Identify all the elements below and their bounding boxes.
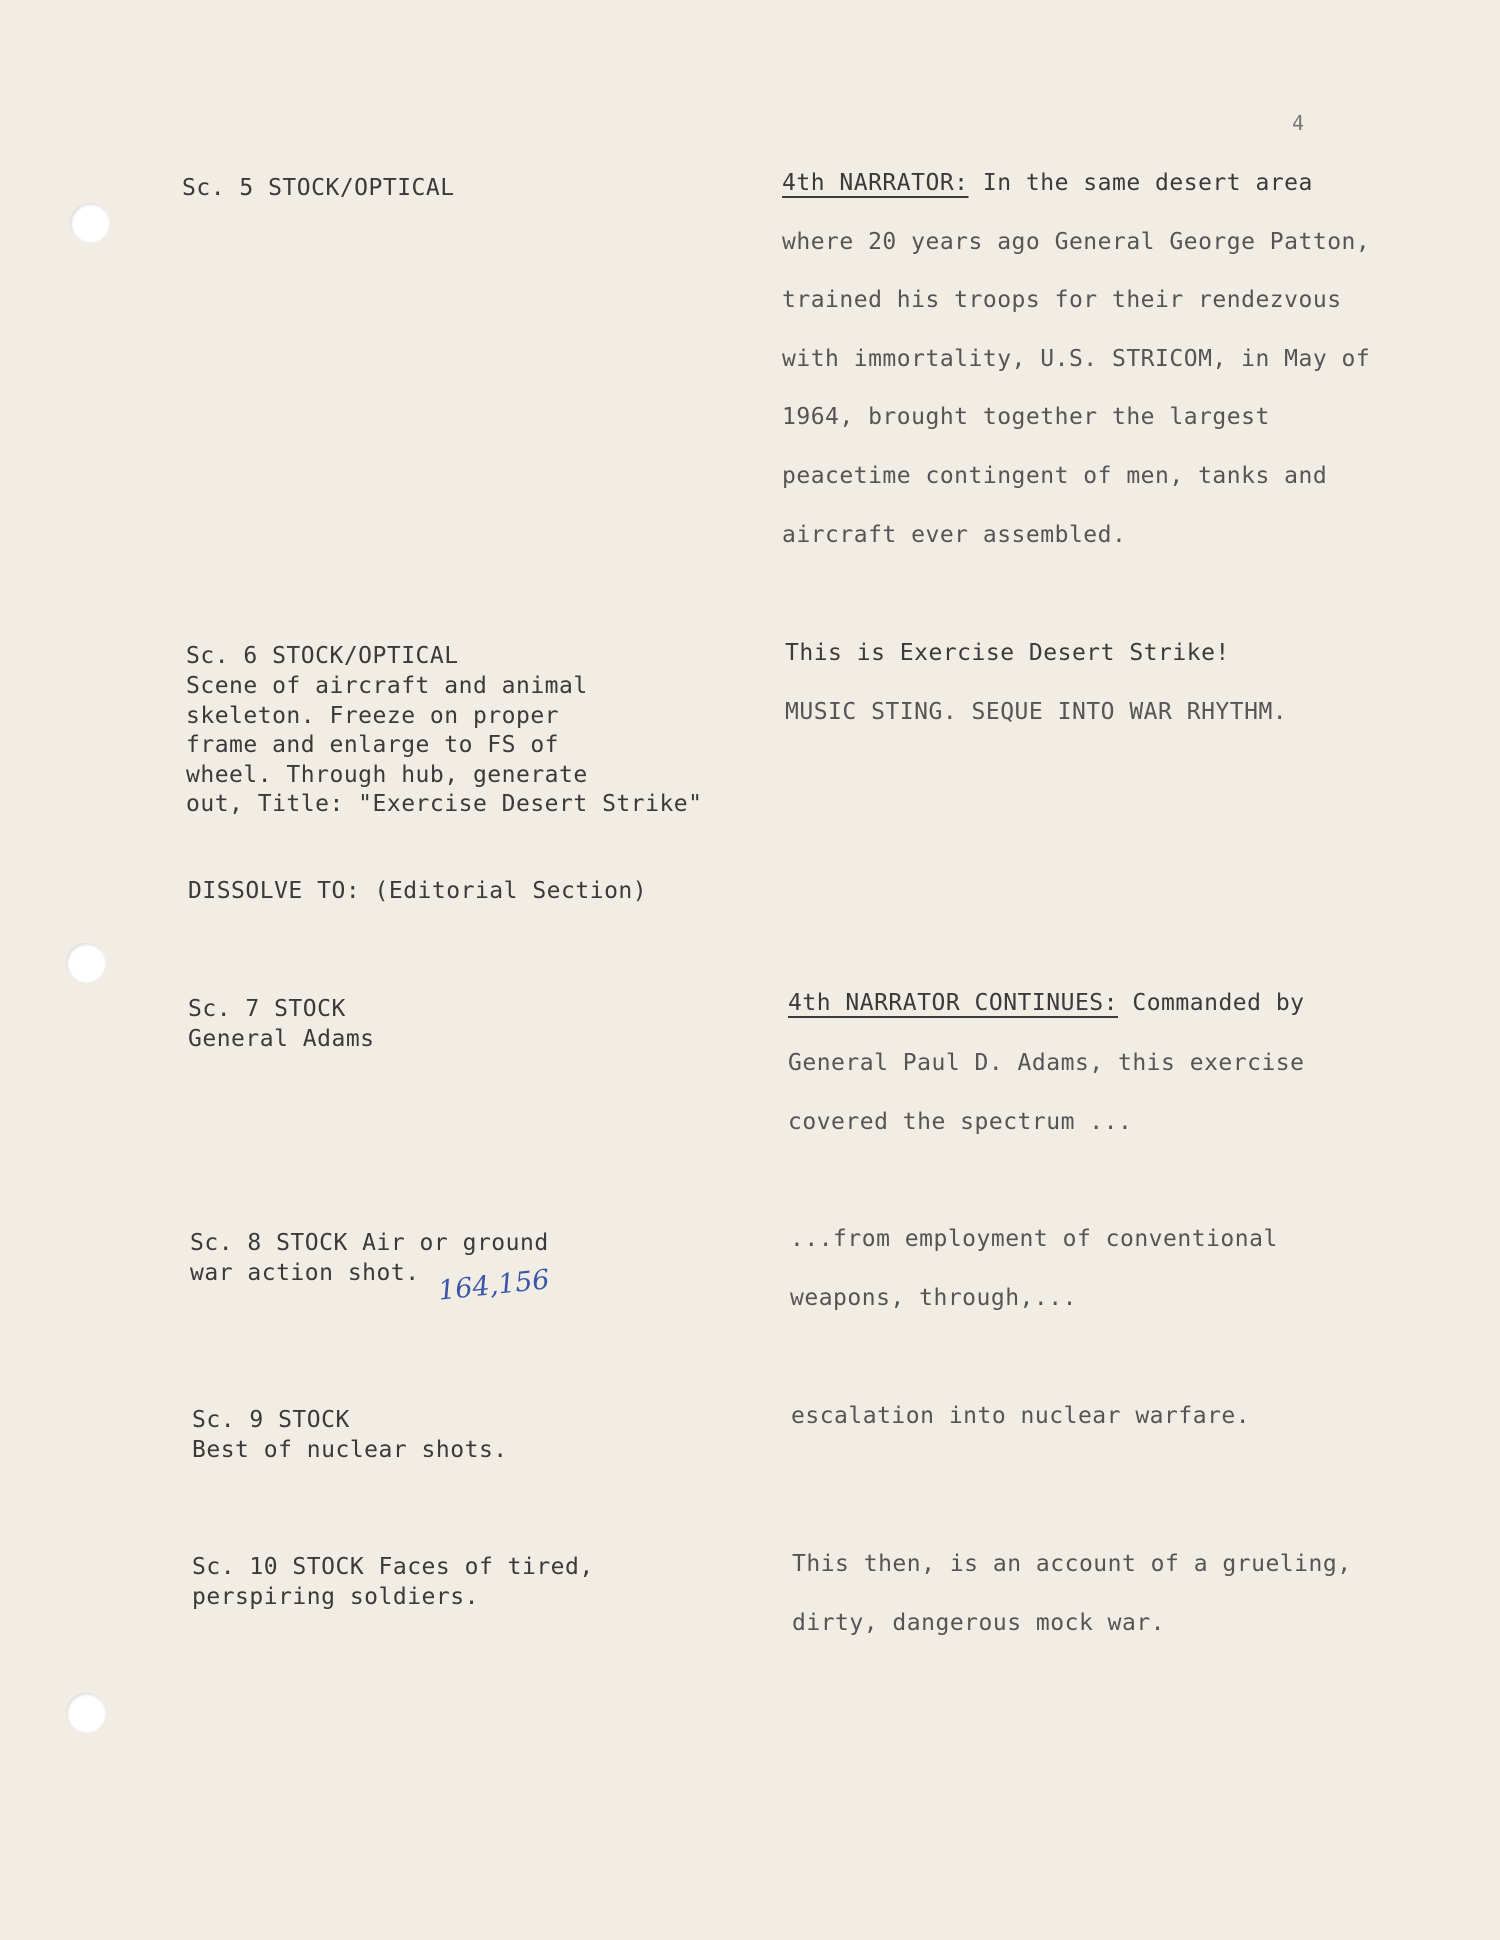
narration-line: where 20 years ago General George Patton, (782, 229, 1371, 255)
scene-6-heading: Sc. 6 STOCK/OPTICAL (186, 643, 459, 669)
narration-line: escalation into nuclear warfare. (791, 1403, 1251, 1429)
narration-text: Commanded by (1132, 990, 1305, 1016)
narration-line: covered the spectrum ... (788, 1109, 1133, 1135)
scene-7-heading: Sc. 7 STOCK (188, 996, 346, 1022)
narration-line: General Paul D. Adams, this exercise (788, 1050, 1305, 1076)
punch-hole-top (70, 203, 110, 243)
scene-5-heading: Sc. 5 STOCK/OPTICAL (182, 175, 455, 201)
scene-7-narration-line (788, 988, 1305, 1018)
narration-line: trained his troops for their rendezvous (782, 287, 1342, 313)
narration-line: This is Exercise Desert Strike! (785, 640, 1230, 666)
narration-line: This then, is an account of a grueling, (792, 1551, 1352, 1577)
narration-text: In the same desert area (982, 170, 1313, 196)
narrator-heading: 4th NARRATOR CONTINUES: (788, 990, 1118, 1016)
narration-line: ...from employment of conventional (790, 1226, 1278, 1252)
scene-description-line: frame and enlarge to FS of (186, 732, 560, 758)
narration-line: peacetime contingent of men, tanks and (782, 463, 1328, 489)
page-number: 4 (1292, 111, 1305, 135)
scene-description-line: General Adams (188, 1026, 375, 1052)
scene-description-line: out, Title: "Exercise Desert Strike" (186, 791, 703, 817)
scene-10-heading: Sc. 10 STOCK Faces of tired, (192, 1554, 594, 1580)
narration-line: aircraft ever assembled. (782, 522, 1127, 548)
music-cue: MUSIC STING. SEQUE INTO WAR RHYTHM. (785, 699, 1288, 725)
narration-line: dirty, dangerous mock war. (792, 1610, 1166, 1636)
scene-5-narration-line (782, 168, 1313, 198)
scene-description-line: perspiring soldiers. (192, 1584, 479, 1610)
scene-description-line: war action shot. (190, 1260, 420, 1286)
narration-line: with immortality, U.S. STRICOM, in May of (782, 346, 1371, 372)
punch-hole-bottom (66, 1693, 106, 1733)
scene-8-heading: Sc. 8 STOCK Air or ground (190, 1230, 549, 1256)
punch-hole-middle (66, 943, 106, 983)
narration-line: 1964, brought together the largest (782, 404, 1270, 430)
handwritten-note: 164,156 (436, 1264, 551, 1307)
scene-description-line: wheel. Through hub, generate (186, 762, 588, 788)
scene-description-line: skeleton. Freeze on proper (186, 703, 560, 729)
transition-dissolve: DISSOLVE TO: (Editorial Section) (188, 878, 648, 904)
narrator-heading: 4th NARRATOR: (782, 170, 969, 196)
narration-line: weapons, through,... (790, 1285, 1077, 1311)
scene-9-heading: Sc. 9 STOCK (192, 1407, 350, 1433)
scene-description-line: Best of nuclear shots. (192, 1437, 508, 1463)
scene-description-line: Scene of aircraft and animal (186, 673, 588, 699)
